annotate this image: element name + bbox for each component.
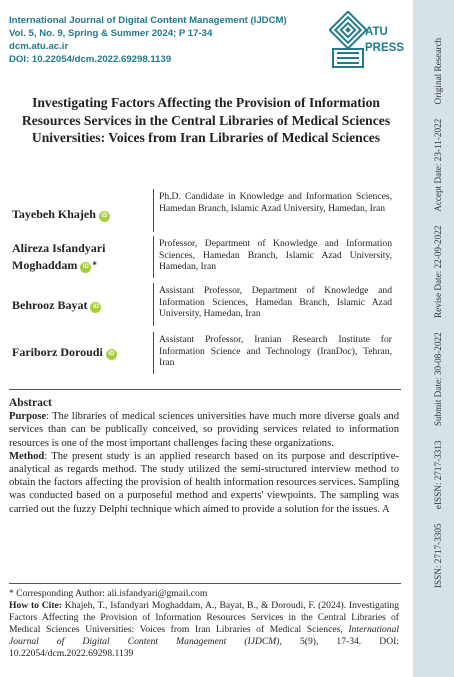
submit-date: Submit Date: 30-08-2022 (433, 332, 443, 427)
footer (9, 588, 399, 660)
revise-date: Revise Date: 22-09-2022 (433, 225, 443, 318)
journal-name: International Journal of Digital Content Management (IJDCM) (9, 15, 287, 26)
section-rule (9, 389, 401, 390)
abstract-purpose: Purpose: The libraries of medical sciences universities have much more diverse goals and services than can be publically conceived, so providing services related to information resources is one of the most important challenges facing these organizations. (9, 411, 399, 449)
author-affiliation: Assistant Professor, Iranian Research Institute for Information Science and Technology (IranDoc), Tehran, Iran (159, 334, 392, 369)
orcid-icon[interactable]: iD (90, 302, 101, 313)
corresponding-author-mark: * (92, 260, 97, 270)
author-affiliation: Ph.D. Candidate in Knowledge and Information Sciences, Hamedan Branch, Islamic Azad University, Hamedan, Iran (159, 191, 392, 214)
article-title: Investigating Factors Affecting the Provision of Information Resources Services in the Central Libraries of Medical Sciences Universities: Voices from Iran Libraries of Medical Sciences (21, 95, 391, 146)
publisher-line2: PRESS (365, 42, 404, 54)
cite-label: How to Cite: (9, 600, 62, 611)
orcid-icon[interactable]: iD (99, 211, 110, 222)
author-divider (153, 283, 154, 326)
author-name: Tayebeh Khajeh iD (12, 206, 110, 222)
article-type: Original Research (433, 37, 443, 105)
side-info-text (433, 26, 443, 588)
orcid-icon[interactable]: iD (80, 262, 91, 273)
author-divider (153, 236, 154, 278)
publisher-line1: ATU (365, 26, 388, 38)
journal-doi[interactable]: DOI: 10.22054/dcm.2022.69298.1139 (9, 54, 172, 65)
abstract (9, 397, 399, 516)
author-name: Alireza Isfandyari (12, 241, 106, 255)
author-name: Behrooz Bayat iD (12, 297, 101, 313)
author-affiliation: Professor, Department of Knowledge and Information Sciences, Hamedan Branch, Islamic Azad University, Hamedan, Iran (159, 238, 392, 273)
author-name: Fariborz Doroudi iD (12, 344, 117, 360)
abstract-heading: Abstract (9, 397, 52, 409)
issn: ISSN: 2717-3305 (433, 523, 443, 588)
orcid-icon[interactable]: iD (106, 349, 117, 360)
publisher-name (365, 24, 404, 56)
accept-date: Accept Date: 23-11-2022 (433, 118, 443, 212)
journal-volume: Vol. 5, No. 9, Spring & Summer 2024; P 17-34 (9, 28, 213, 39)
purpose-label: Purpose (9, 411, 47, 423)
how-to-cite: How to Cite: Khajeh, T., Isfandyari Moghaddam, A., Bayat, B., & Doroudi, F. (2024). Investigating Factors Affecting the Provision of Information Resources Services in the Central Libraries of Medical Sciences Universities: Voices from Iran Libraries of Medical Sciences, International Journal of Digital Content Management (IJDCM), 5(9), 17-34. DOI: 10.22054/dcm.2022.69298.1139 (9, 600, 400, 659)
author-name: Moghaddam iD * (12, 258, 97, 272)
journal-website[interactable]: dcm.atu.ac.ir (9, 41, 69, 52)
author-affiliation: Assistant Professor, Department of Knowledge and Information Sciences, Hamedan Branch, Islamic Azad University, Hamedan, Iran (159, 285, 392, 320)
abstract-method: Method: The present study is an applied research based on its purpose and descriptive-analytical as regards method. The study utilized the semi-structured interview method to obtain the factors affecting the provision of health information resources services. Sampling was conducted based on a purposeful method and experts' viewpoints. The sampling was carried out the fuzzy Delphi technique which aimed to provide a solution for the issues. A (9, 450, 399, 515)
footer-rule (9, 583, 401, 584)
author-divider (153, 332, 154, 374)
method-label: Method (9, 450, 45, 462)
cite-journal: International Journal of Digital Content Management (IJDCM) (9, 624, 399, 647)
author-divider (153, 189, 154, 232)
journal-header (9, 14, 339, 66)
corresponding-author[interactable]: * Corresponding Author: ali.isfandyari@gmail.com (9, 588, 208, 599)
eissn: eISSN: 2717-3313 (433, 440, 443, 510)
